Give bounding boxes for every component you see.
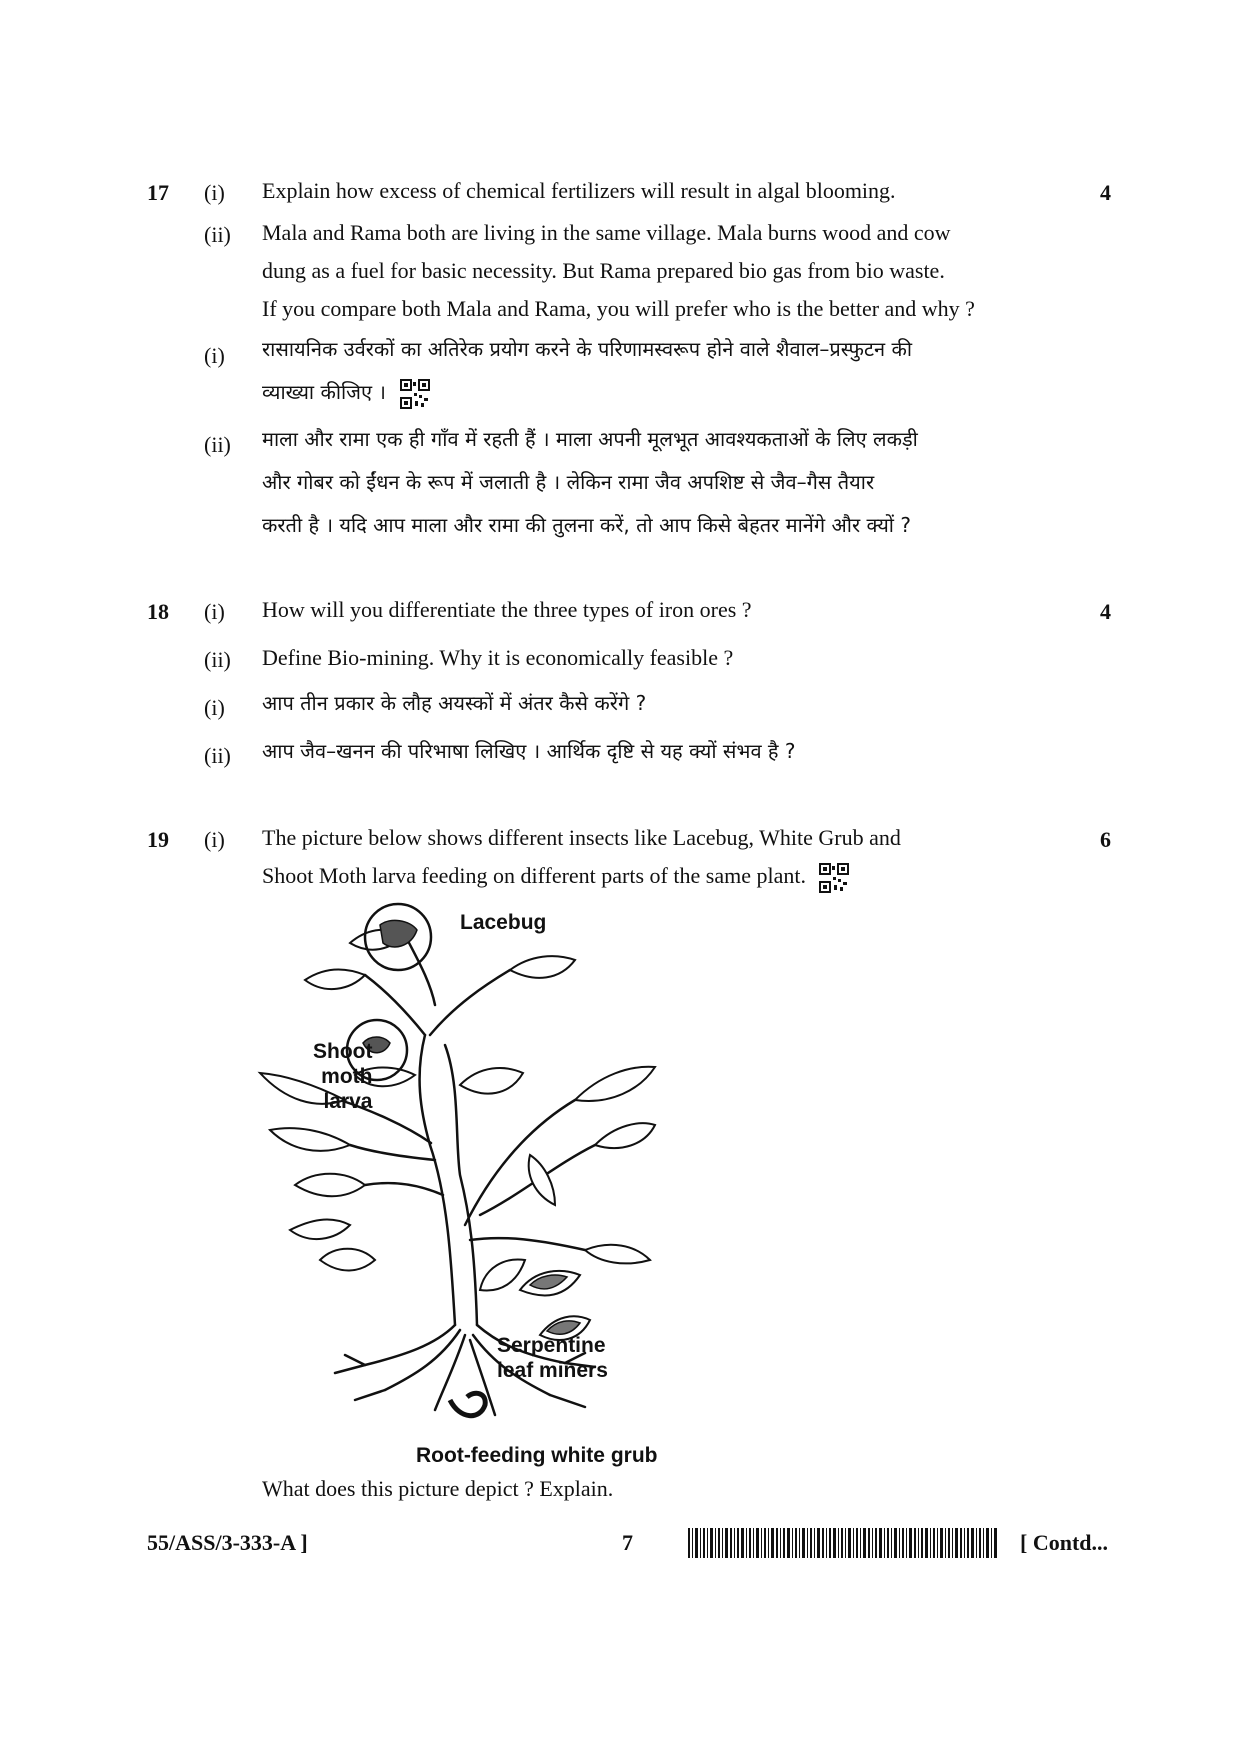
part-label: (i) <box>204 599 225 624</box>
question-text-hindi: रासायनिक उर्वरकों का अतिरेक प्रयोग करने के परिणामस्वरूप होने वाले शैवाल–प्रस्फुटन की व्याख्या कीजिए । <box>262 328 912 414</box>
figure-label-lacebug: Lacebug <box>460 911 547 934</box>
marks: 4 <box>1100 180 1111 205</box>
question-text-hindi: माला और रामा एक ही गाँव में रहती हैं । माला अपनी मूलभूत आवश्यकताओं के लिए लकड़ी और गोबर को ईंधन के रूप में जलाती है । लेकिन रामा जैव अपशिष्ट से जैव–गैस तैयार करती है । यदि आप माला और रामा की तुलना करें, तो आप किसे बेहतर मानेंगे और क्यों ? <box>262 427 918 537</box>
white-grub-icon <box>450 1393 485 1415</box>
qr-code-icon <box>819 863 849 893</box>
figure-label-shoot-moth-larva: Shoot moth larva <box>313 1040 373 1113</box>
part-label: (ii) <box>204 222 231 247</box>
part-label: (ii) <box>204 647 231 672</box>
question-text: Mala and Rama both are living in the same village. Mala burns wood and cow dung as a fuel for basic necessity. But Rama prepared bio gas from bio waste. If you compare both Mala and Rama, you will prefer who is the better and why ? <box>262 220 975 321</box>
marks: 6 <box>1100 827 1111 852</box>
barcode-icon <box>688 1528 998 1558</box>
part-label: (i) <box>204 827 225 852</box>
part-label: (i) <box>204 180 225 205</box>
question-text: The picture below shows different insects like Lacebug, White Grub and Shoot Moth larva feeding on different parts of the same plant. <box>262 819 1046 895</box>
qr-code-icon <box>400 379 430 409</box>
marks: 4 <box>1100 599 1111 624</box>
part-label: (i) <box>204 343 225 368</box>
question-text: What does this picture depict ? Explain. <box>262 1476 614 1501</box>
plant-figure <box>255 895 715 1455</box>
question-text-hindi: आप जैव–खनन की परिभाषा लिखिए । आर्थिक दृष्टि से यह क्यों संभव है ? <box>262 739 796 763</box>
plant-stem <box>340 935 595 1325</box>
question-number: 19 <box>147 827 169 852</box>
part-label: (ii) <box>204 432 231 457</box>
paper-code: 55/ASS/3-333-A ] <box>147 1530 308 1555</box>
question-number: 18 <box>147 599 169 624</box>
question-number: 17 <box>147 180 169 205</box>
question-text: Define Bio-mining. Why it is economically feasible ? <box>262 645 734 670</box>
continued-label: [ Contd... <box>1020 1530 1109 1555</box>
part-label: (i) <box>204 695 225 720</box>
figure-label-serpentine-leaf-miners: Serpentine leaf miners <box>497 1334 608 1382</box>
question-text-hindi: आप तीन प्रकार के लौह अयस्कों में अंतर कैसे करेंगे ? <box>262 691 647 715</box>
page-number: 7 <box>622 1530 633 1555</box>
question-text: Explain how excess of chemical fertilizers will result in algal blooming. <box>262 178 896 203</box>
part-label: (ii) <box>204 743 231 768</box>
figure-label-root-feeding-white-grub: Root-feeding white grub <box>416 1444 658 1467</box>
question-text: How will you differentiate the three types of iron ores ? <box>262 597 752 622</box>
